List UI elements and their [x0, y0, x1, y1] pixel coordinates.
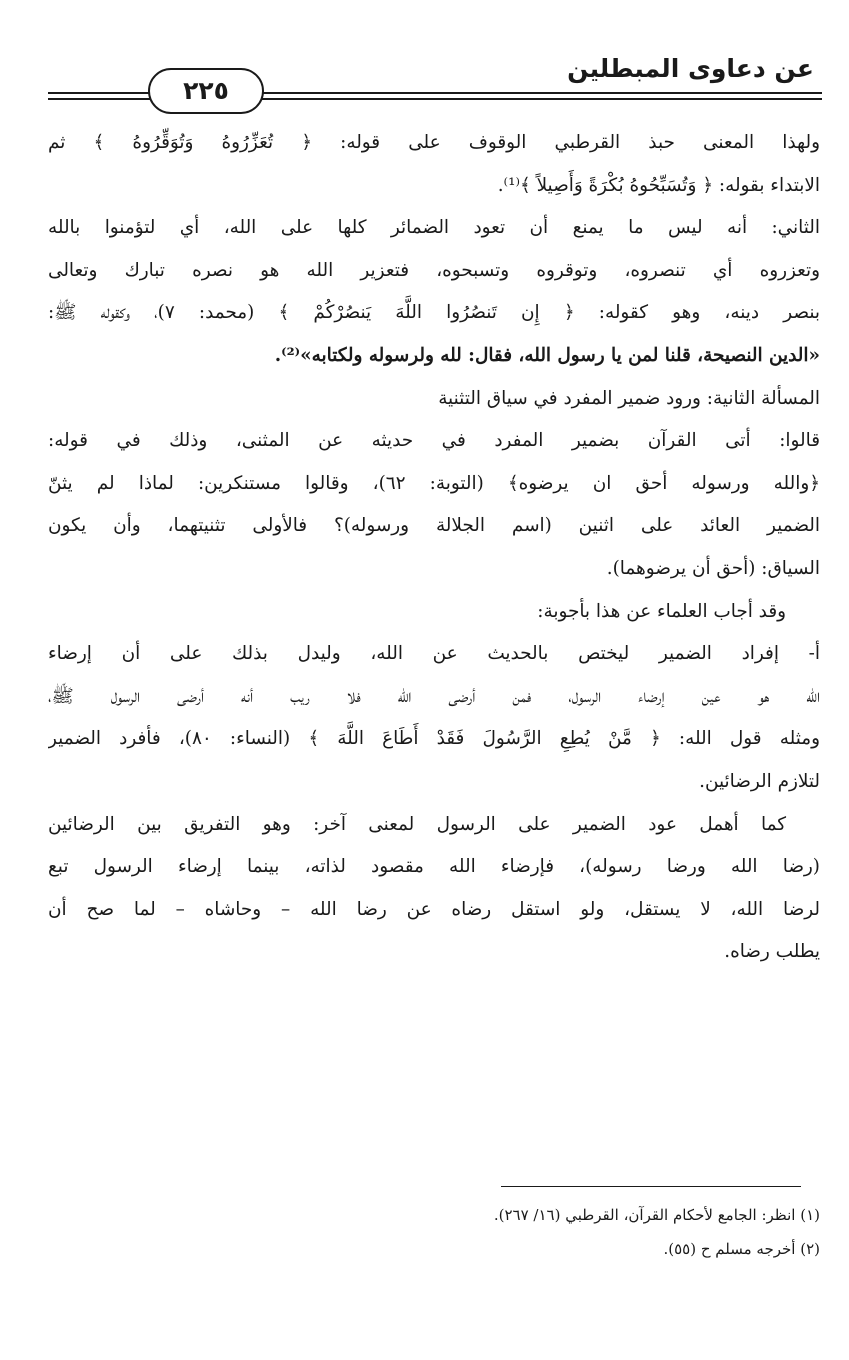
footnote-separator: [501, 1186, 801, 1187]
text-line: وقد أجاب العلماء عن هذا بأجوبة:: [537, 600, 786, 622]
text-line: الضمير العائد على اثنين (اسم الجلالة ورسوله)؟ فالأولى تثنيتهما، وأن يكون: [48, 515, 820, 537]
text-line: وتعزروه أي تنصروه، وتوقروه وتسبحوه، فتعزير الله هو نصره تبارك وتعالى: [48, 259, 820, 281]
section-heading: المسألة الثانية: ورود ضمير المفرد في سياق التثنية: [438, 387, 820, 409]
text-line: لتلازم الرضائين.: [699, 770, 820, 792]
hadith-quote-line: «الدين النصيحة، قلنا لمن يا رسول الله، فقال: لله ولرسوله ولكتابه»⁽²⁾.: [274, 344, 820, 366]
text-line: (رضا الله ورضا رسوله)، فإرضاء الله مقصود لذاته، بينما إرضاء الرسول تبع: [48, 856, 820, 878]
footnote: (٢) أخرجه مسلم ح (٥٥).: [663, 1240, 820, 1258]
text-line: كما أهمل عود الضمير على الرسول لمعنى آخر: وهو التفريق بين الرضائين: [48, 813, 786, 835]
footnote: (١) انظر: الجامع لأحكام القرآن، القرطبي (١٦/ ٢٦٧).: [493, 1206, 820, 1224]
footnotes: [48, 1198, 820, 1266]
text-line: الابتداء بقوله: ﴿ وَتُسَبِّحُوهُ بُكْرَةً وَأَصِيلاً ﴾⁽¹⁾.: [497, 174, 820, 196]
page-number: ٢٢٥: [148, 68, 264, 114]
text-line: السياق: (أحق أن يرضوهما).: [606, 557, 820, 579]
text-line: ولهذا المعنى حبذ القرطبي الوقوف على قوله: ﴿ تُعَزِّرُوهُ وَتُوَقِّرُوهُ ﴾ ثم: [48, 132, 820, 153]
text-line: قالوا: أتى القرآن بضمير المفرد في حديثه عن المثنى، وذلك في قوله:: [48, 430, 820, 452]
page-header: [48, 48, 822, 108]
text-line: ومثله قول الله: ﴿ مَّنْ يُطِعِ الرَّسُولَ فَقَدْ أَطَاعَ اللَّهَ ﴾ (النساء: ٨٠)، فأفرد الضمير: [48, 728, 820, 750]
text-line: الله هو عين إرضاء الرسول، فمن أرضى الله فلا ريب أنه أرضى الرسول ﷺ،: [48, 685, 820, 707]
text-line: بنصر دينه، وهو كقوله: ﴿ إِن تَنصُرُوا اللَّهَ يَنصُرْكُمْ ﴾ (محمد: ٧)، وكقوله ﷺ:: [48, 302, 820, 324]
text-line: ﴿والله ورسوله أحق ان يرضوه﴾ (التوبة: ٦٢)، وقالوا مستنكرين: لماذا لم يثنّ: [48, 472, 820, 494]
text-line: يطلب رضاه.: [724, 941, 820, 963]
text-line: لرضا الله، لا يستقل، ولو استقل رضاه عن رضا الله – وحاشاه – لما صح أن: [48, 898, 820, 920]
text-line: أ- إفراد الضمير ليختص بالحديث عن الله، وليدل بذلك على أن إرضاء: [48, 643, 820, 665]
page-body: [48, 122, 820, 974]
text-line: الثاني: أنه ليس ما يمنع أن تعود الضمائر كلها على الله، أي لتؤمنوا بالله: [48, 217, 820, 239]
running-title: عن دعاوى المبطلين: [567, 54, 814, 83]
